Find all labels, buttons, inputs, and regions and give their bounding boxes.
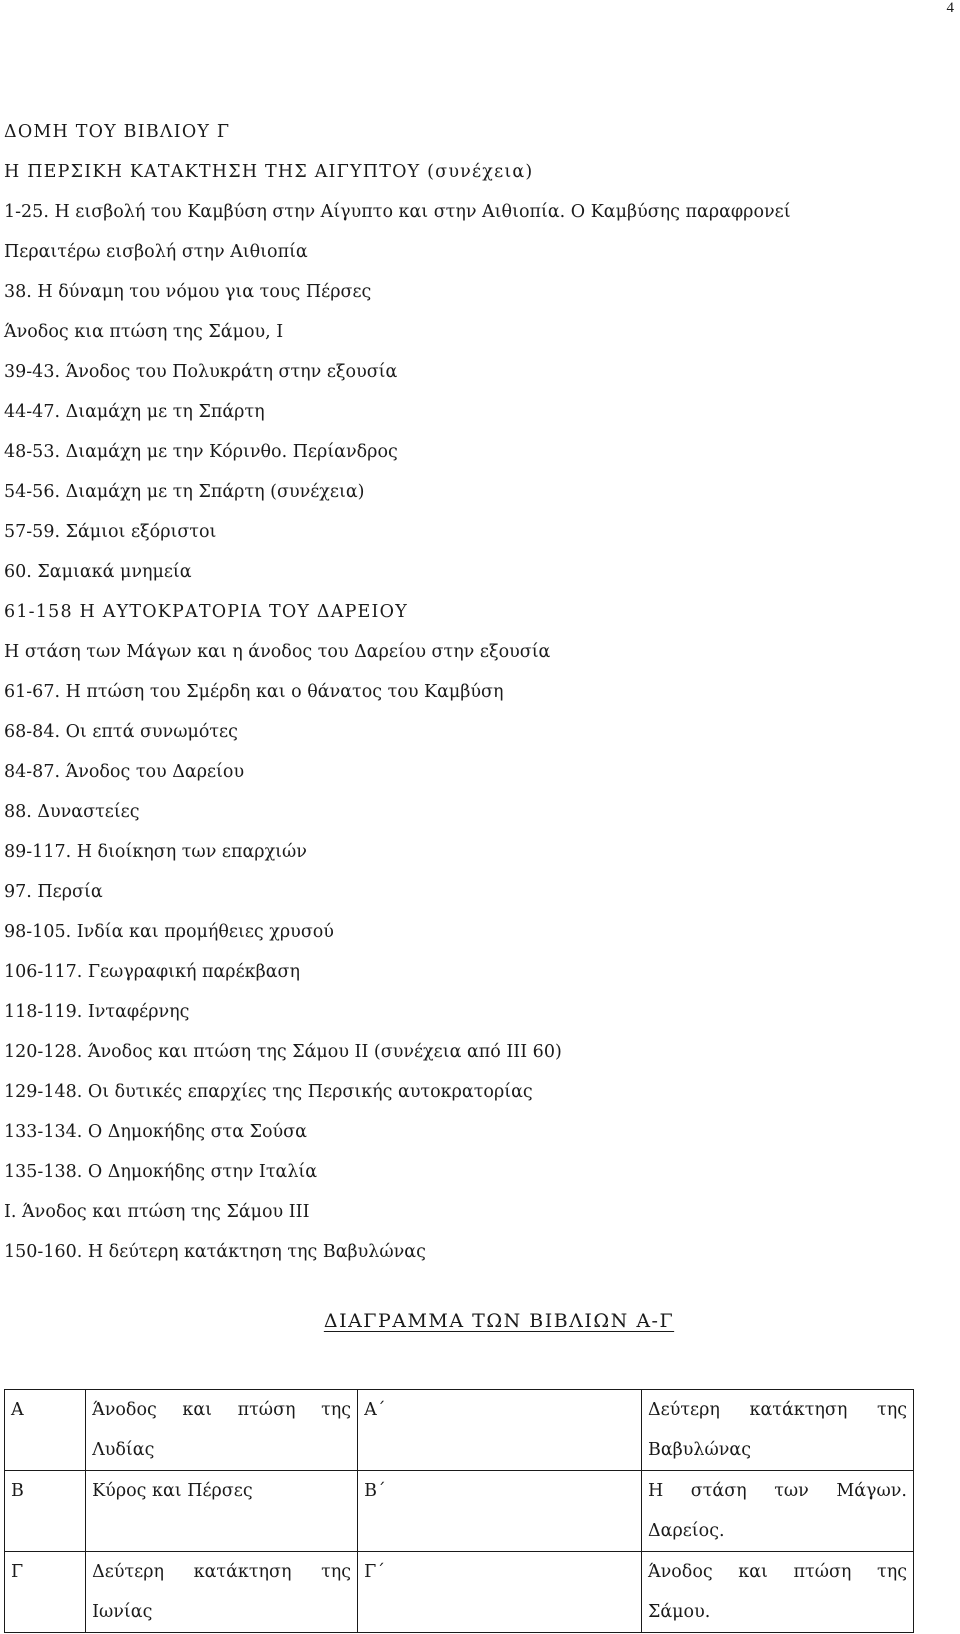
section-heading: ΔΟΜΗ ΤΟΥ ΒΙΒΛΙΟΥ Γ — [4, 122, 231, 142]
outline-line: 54-56. Διαμάχη με τη Σπάρτη (συνέχεια) — [4, 482, 365, 502]
outline-line: 98-105. Ινδία και προμήθειες χρυσού — [4, 922, 334, 942]
section-heading: Η ΠΕΡΣΙΚΗ ΚΑΤΑΚΤΗΣΗ ΤΗΣ ΑΙΓΥΠΤΟΥ (συνέχεια) — [4, 162, 534, 182]
outline-line: 84-87. Άνοδος του Δαρείου — [4, 762, 245, 782]
outline-line: 61-67. Η πτώση του Σμέρδη και ο θάνατος του Καμβύση — [4, 682, 504, 702]
outline-line: 118-119. Ινταφέρνης — [4, 1002, 190, 1022]
book-summary: Κύρος και Πέρσες — [86, 1471, 358, 1552]
book-key-prime: Α΄ — [358, 1390, 642, 1471]
book-key: Β — [5, 1471, 86, 1552]
book-key-prime: Β΄ — [358, 1471, 642, 1552]
outline-line: 57-59. Σάμιοι εξόριστοι — [4, 522, 217, 542]
outline-line: 39-43. Άνοδος του Πολυκράτη στην εξουσία — [4, 362, 398, 382]
outline-line: 129-148. Οι δυτικές επαρχίες της Περσικής αυτοκρατορίας — [4, 1082, 533, 1102]
outline-line: 150-160. Η δεύτερη κατάκτηση της Βαβυλώνας — [4, 1242, 426, 1262]
book-key: Γ — [5, 1552, 86, 1633]
outline-line: 106-117. Γεωγραφική παρέκβαση — [4, 962, 300, 982]
book-summary-prime: Η στάση των Μάγων. Δαρείος. — [641, 1471, 913, 1552]
book-structure — [4, 112, 944, 1272]
section-heading: 61-158 Η ΑΥΤΟΚΡΑΤΟΡΙΑ ΤΟΥ ΔΑΡΕΙΟΥ — [4, 602, 408, 622]
book-summary: Δεύτερη κατάκτηση της Ιωνίας — [86, 1552, 358, 1633]
outline-line: 120-128. Άνοδος και πτώση της Σάμου ΙΙ (συνέχεια από ΙΙΙ 60) — [4, 1042, 562, 1062]
table-row — [5, 1471, 914, 1552]
outline-line: Περαιτέρω εισβολή στην Αιθιοπία — [4, 242, 308, 262]
book-key: Α — [5, 1390, 86, 1471]
book-summary-prime: Άνοδος και πτώση της Σάμου. — [641, 1552, 913, 1633]
outline-line: 44-47. Διαμάχη με τη Σπάρτη — [4, 402, 265, 422]
outline-line: 97. Περσία — [4, 882, 103, 902]
outline-line: Ι. Άνοδος και πτώση της Σάμου ΙΙΙ — [4, 1202, 310, 1222]
outline-line: 38. Η δύναμη του νόμου για τους Πέρσες — [4, 282, 372, 302]
outline-line: 89-117. Η διοίκηση των επαρχιών — [4, 842, 307, 862]
table-row — [5, 1390, 914, 1471]
diagram-title-text: ΔΙΑΓΡΑΜΜΑ ΤΩΝ ΒΙΒΛΙΩΝ Α-Γ — [323, 1310, 675, 1332]
book-summary-prime: Δεύτερη κατάκτηση της Βαβυλώνας — [641, 1390, 913, 1471]
outline-line: Άνοδος κια πτώση της Σάμου, Ι — [4, 322, 284, 342]
outline-line: 133-134. Ο Δημοκήδης στα Σούσα — [4, 1122, 307, 1142]
outline-line: 60. Σαμιακά μνημεία — [4, 562, 192, 582]
outline-line: 68-84. Οι επτά συνωμότες — [4, 722, 238, 742]
outline-line: 48-53. Διαμάχη με την Κόρινθο. Περίανδρος — [4, 442, 398, 462]
book-summary: Άνοδος και πτώση της Λυδίας — [86, 1390, 358, 1471]
outline-line: 88. Δυναστείες — [4, 802, 140, 822]
diagram-table — [4, 1389, 914, 1633]
outline-line: 1-25. Η εισβολή του Καμβύση στην Αίγυπτο και στην Αιθιοπία. Ο Καμβύσης παραφρονεί — [4, 202, 791, 222]
table-row — [5, 1552, 914, 1633]
outline-line: Η στάση των Μάγων και η άνοδος του Δαρείου στην εξουσία — [4, 642, 551, 662]
diagram-title — [0, 1310, 960, 1332]
page-number: 4 — [946, 0, 954, 16]
book-key-prime: Γ΄ — [358, 1552, 642, 1633]
outline-line: 135-138. Ο Δημοκήδης στην Ιταλία — [4, 1162, 318, 1182]
